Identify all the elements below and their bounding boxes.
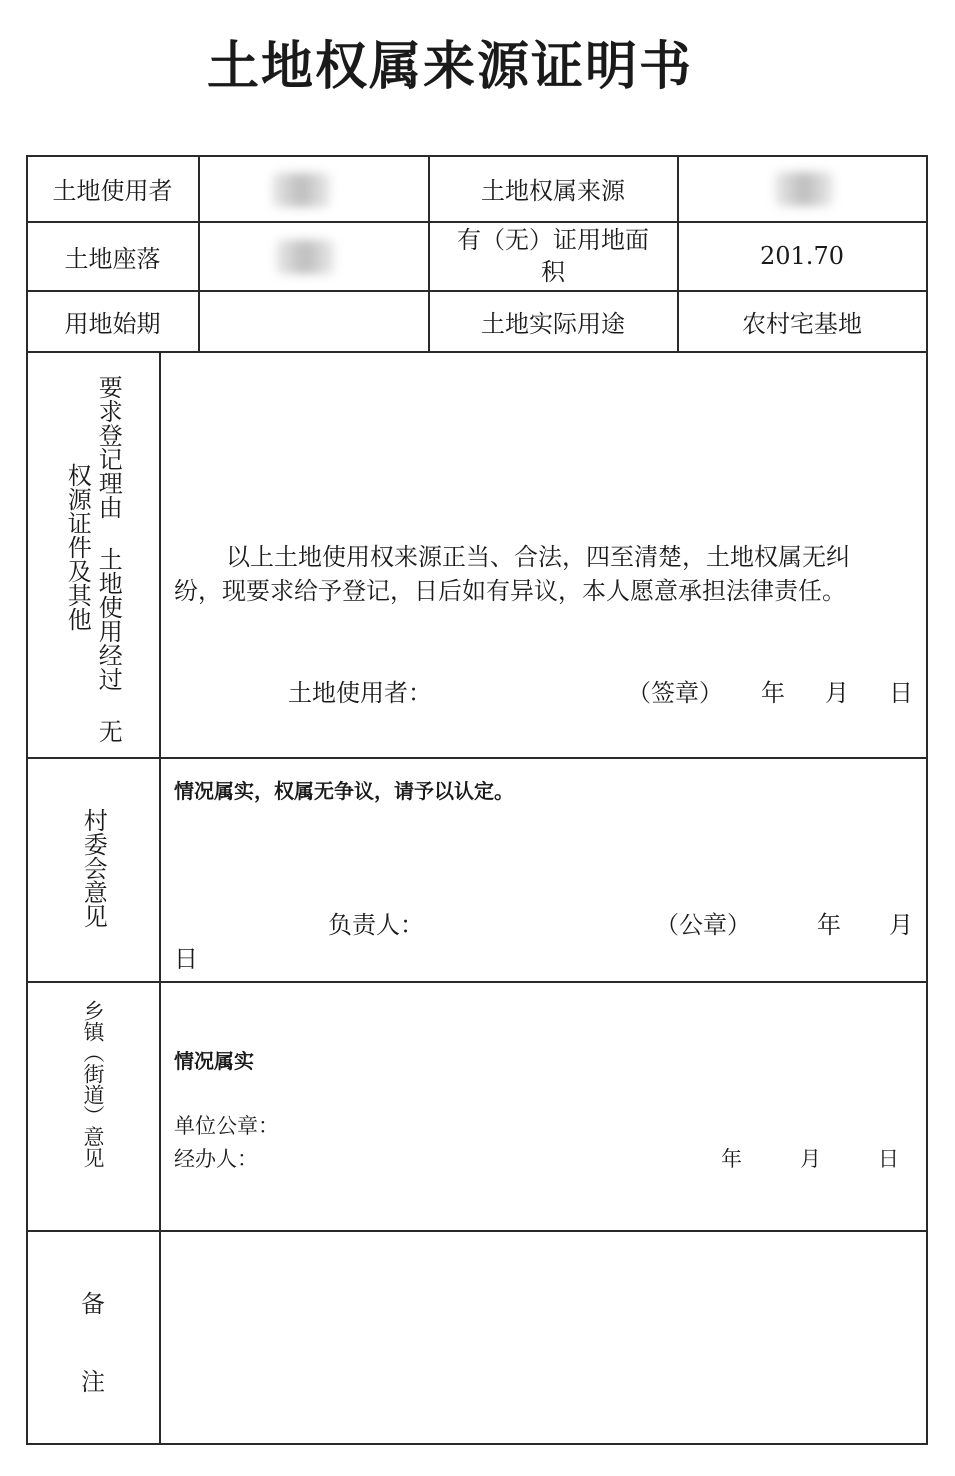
actual-use-value: 农村宅基地 [742,309,862,338]
village-seal-label: （公章） [655,911,751,939]
ownership-source-value-redacted [775,172,833,206]
village-date-month: 月 [889,911,913,939]
certified-area-value: 201.70 [760,242,844,270]
township-handler-label: 经办人： [174,1147,258,1171]
township-opinion-text: 情况属实 [174,1049,254,1073]
village-opinion-text: 情况属实，权属无争议，请予以认定。 [174,779,514,803]
village-responsible-label: 负责人： [328,911,424,939]
registration-reason-label: 要求登记理由 土地使用经过 无 [94,375,123,743]
applicant-seal-label: （签章） [627,679,723,707]
applicant-signer-label: 土地使用者： [288,679,432,707]
table-border-bottom [26,1443,928,1445]
land-user-label: 土地使用者 [52,177,173,205]
land-user-value-redacted [272,173,330,207]
title-documents-label: 权源证件及其他 [63,463,92,631]
village-date-day: 日 [174,945,198,973]
village-committee-label: 村委会意见 [79,808,108,928]
land-location-label: 土地座落 [64,244,161,273]
start-date-value [199,291,428,351]
start-date-label: 用地始期 [64,309,161,338]
township-date-day: 日 [878,1147,899,1171]
land-location-value-redacted [276,240,334,274]
table-rule [26,351,928,353]
certified-area-label: 有（无）证用地面积 [457,226,649,286]
township-date-year: 年 [721,1147,742,1171]
applicant-date-day: 日 [889,679,913,707]
township-label: 乡镇（街道）意见 [81,1000,105,1168]
remarks-content-area [161,1232,925,1442]
township-date-month: 月 [800,1147,821,1171]
township-unit-seal-label: 单位公章： [174,1114,279,1138]
table-rule [26,981,928,983]
applicant-statement: 以上土地使用权来源正当、合法，四至清楚，土地权属无纠纷，现要求给予登记，日后如有异议，本人愿意承担法律责任。 [174,543,850,605]
actual-use-label: 土地实际用途 [481,309,625,338]
ownership-source-label: 土地权属来源 [481,177,625,205]
document-title: 土地权属来源证明书 [206,37,693,97]
applicant-date-month: 月 [825,679,849,707]
applicant-date-year: 年 [761,679,785,707]
remarks-label-1: 备 [81,1290,105,1318]
remarks-label-2: 注 [81,1368,105,1396]
table-rule [26,757,928,759]
village-date-year: 年 [817,911,841,939]
table-border-right [926,155,928,1444]
